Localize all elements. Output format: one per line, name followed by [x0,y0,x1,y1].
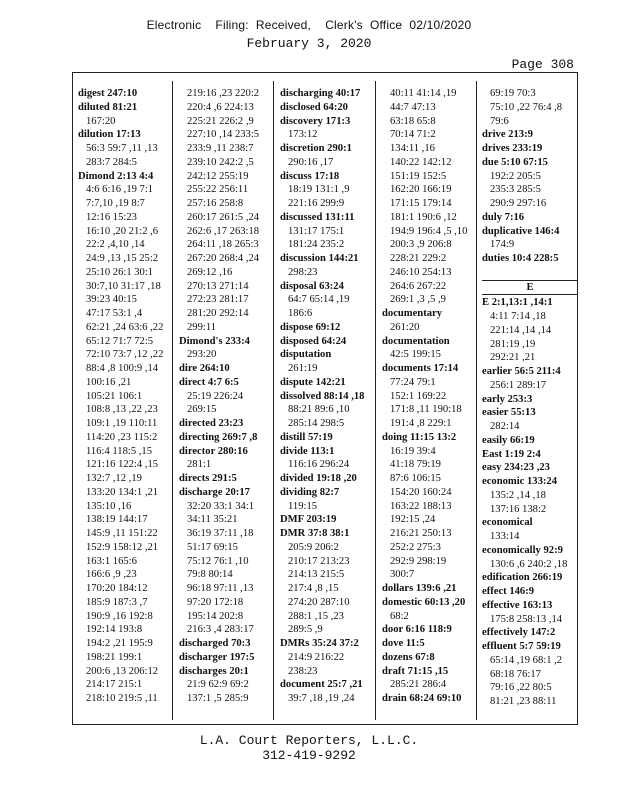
index-citation: 72:10 73:7 ,12 ,22 [86,349,164,361]
index-citation: 274:20 287:10 [288,596,350,608]
index-term: dividing 82:7 [280,486,340,498]
index-citation: 65:12 71:7 72:5 [86,335,154,347]
index-citation: 36:19 37:11 ,18 [187,528,254,539]
index-term: divided 19:18 ,20 [280,473,357,484]
index-citation: 4:6 6:16 ,19 7:1 [86,184,154,196]
index-term: directing 269:7 ,8 [179,431,258,443]
index-citation: 116:4 118:5 ,15 [86,445,153,457]
index-term: divide 113:1 [280,445,335,457]
index-term: discussion 144:21 [280,253,359,264]
index-term: East 1:19 2:4 [482,448,541,460]
index-citation: 262:6 ,17 263:18 [187,225,260,237]
index-term: effective 163:13 [482,599,553,611]
index-citation: 44:7 47:13 [390,101,436,113]
index-term: discussed 131:11 [280,211,355,223]
index-citation: 167:20 [86,115,116,127]
index-citation: 4:11 7:14 ,18 [490,311,546,322]
index-citation: 205:9 206:2 [288,541,339,553]
index-term: earlier 56:5 211:4 [482,366,561,377]
index-term: documentation [382,335,450,347]
index-citation: 105:21 106:1 [86,390,143,402]
index-column-2 [179,87,275,706]
index-citation: 299:11 [187,321,217,333]
index-citation: 235:3 285:5 [490,184,541,196]
index-term: duplicative 146:4 [482,225,560,237]
index-citation: 131:17 175:1 [288,225,345,237]
index-term: discovery 171:3 [280,115,351,127]
index-citation: 300:7 [390,569,415,581]
index-term: discuss 17:18 [280,170,340,182]
index-term: duties 10:4 228:5 [482,253,559,264]
index-term: discharger 197:5 [179,651,255,663]
index-citation: 261:20 [390,321,420,333]
index-citation: 88:21 89:6 ,10 [288,404,350,416]
index-citation: 65:14 ,19 68:1 ,2 [490,654,563,666]
index-citation: 293:20 [187,349,217,361]
index-citation: 221:16 299:9 [288,198,345,209]
index-citation: 109:1 ,19 110:11 [86,418,158,429]
index-citation: 163:22 188:13 [390,500,452,512]
index-citation: 195:14 202:8 [187,610,244,622]
index-citation: 16:10 ,20 21:2 ,6 [86,225,159,237]
index-citation: 88:4 ,8 100:9 ,14 [86,363,159,374]
index-term: door 6:16 118:9 [382,624,452,636]
index-term: diluted 81:21 [78,101,138,113]
index-citation: 30:7,10 31:17 ,18 [86,280,161,292]
index-citation: 261:19 [288,363,318,374]
index-term: document 25:7 ,21 [280,679,363,691]
index-term: Dimond's 233:4 [179,335,250,347]
index-term: doing 11:15 13:2 [382,431,457,443]
index-citation: 154:20 160:24 [390,486,452,498]
index-citation: 256:1 289:17 [490,379,547,391]
index-citation: 170:20 184:12 [86,583,148,594]
index-citation: 227:10 ,14 233:5 [187,129,260,141]
index-term: discharged 70:3 [179,638,251,649]
index-citation: 285:14 298:5 [288,418,345,429]
index-citation: 75:12 76:1 ,10 [187,555,249,567]
index-citation: 77:24 79:1 [390,376,436,388]
index-citation: 152:9 158:12 ,21 [86,541,159,553]
index-citation: 290:9 297:16 [490,198,547,209]
index-term: effluent 5:7 59:19 [482,641,561,652]
index-citation: 7:7,10 ,19 8:7 [86,198,145,209]
index-term: discharges 20:1 [179,665,249,677]
index-citation: 272:23 281:17 [187,294,249,306]
index-term: dove 11:5 [382,638,425,649]
index-citation: 145:9 ,11 151:22 [86,528,158,539]
index-citation: 97:20 172:18 [187,596,244,608]
index-citation: 100:16 ,21 [86,376,132,388]
transcript-date: February 3, 2020 [246,36,372,51]
index-citation: 140:22 142:12 [390,156,452,168]
index-term: directs 291:5 [179,473,237,484]
index-citation: 166:6 ,9 ,23 [86,569,137,581]
index-citation: 22:2 ,4,10 ,14 [86,239,145,251]
index-citation: 217:4 ,8 ,15 [288,583,339,594]
index-term: edification 266:19 [482,572,563,584]
index-term: due 5:10 67:15 [482,156,548,168]
index-citation: 181:24 235:2 [288,239,345,251]
index-citation: 200:6 ,13 206:12 [86,665,159,677]
index-term: director 280:16 [179,445,248,457]
index-citation: 218:10 219:5 ,11 [86,693,158,704]
index-citation: 200:3 ,9 206:8 [390,239,452,251]
index-term: directed 23:23 [179,418,244,429]
index-citation: 41:18 79:19 [390,459,441,471]
index-citation: 64:7 65:14 ,19 [288,294,350,306]
index-citation: 171:15 179:14 [390,198,452,209]
index-citation: 290:16 ,17 [288,156,334,168]
index-citation: 216:21 250:13 [390,528,452,539]
index-citation: 214:9 216:22 [288,651,345,663]
index-term: DMRs 35:24 37:2 [280,638,359,649]
index-citation: 47:17 53:1 ,4 [86,308,143,319]
index-citation: 16:19 39:4 [390,445,436,457]
index-citation: 137:16 138:2 [490,503,547,515]
index-term: dissolved 88:14 ,18 [280,390,365,402]
index-citation: 260:17 261:5 ,24 [187,211,260,223]
index-term: economically 92:9 [482,544,563,556]
index-citation: 281:20 292:14 [187,308,249,319]
index-citation: 62:21 ,24 63:6 ,22 [86,321,164,333]
index-citation: 289:5 ,9 [288,624,323,636]
index-citation: 194:9 196:4 ,5 ,10 [390,225,468,237]
index-citation: 68:18 76:17 [490,668,541,680]
index-term: economic 133:24 [482,476,558,487]
index-citation: 257:16 258:8 [187,198,244,209]
index-citation: 63:18 65:8 [390,115,436,127]
index-citation: 185:9 187:3 ,7 [86,596,148,608]
index-citation: 269:15 [187,404,217,416]
index-citation: 192:14 193:8 [86,624,143,636]
filing-stamp: Electronic Filing: Received, Clerk's Office 02/10/2020 [146,18,472,32]
index-term: dollars 139:6 ,21 [382,583,457,594]
index-citation: 25:10 26:1 30:1 [86,266,154,278]
index-term: distill 57:19 [280,431,333,443]
index-citation: 152:1 169:22 [390,390,447,402]
index-citation: 51:17 69:15 [187,541,238,553]
index-term: drive 213:9 [482,129,533,141]
index-term: disposal 63:24 [280,280,344,292]
index-citation: 42:5 199:15 [390,349,441,361]
index-citation: 134:11 ,16 [390,143,435,154]
index-citation: 192:2 205:5 [490,170,541,182]
index-citation: 269:1 ,3 ,5 ,9 [390,294,446,306]
index-citation: 56:3 59:7 ,11 ,13 [86,143,158,154]
index-citation: 132:7 ,12 ,19 [86,473,142,484]
index-term: economical [482,517,533,529]
index-citation: 242:12 255:19 [187,170,249,182]
index-term: effect 146:9 [482,586,535,597]
index-citation: 191:4 ,8 229:1 [390,418,452,429]
index-citation: 121:16 122:4 ,15 [86,459,159,471]
index-citation: 292:21 ,21 [490,352,536,364]
index-citation: 216:3 ,4 283:17 [187,624,254,636]
index-citation: 173:12 [288,129,318,141]
index-citation: 70:14 71:2 [390,129,436,141]
index-citation: 133:20 134:1 ,21 [86,486,159,498]
letter-section-header: E [482,280,578,296]
index-citation: 298:23 [288,266,318,278]
index-citation: 181:1 190:6 ,12 [390,211,457,223]
index-citation: 96:18 97:11 ,13 [187,583,254,594]
index-term: dispute 142:21 [280,376,346,388]
index-citation: 225:21 226:2 ,9 [187,115,254,127]
index-term: drain 68:24 69:10 [382,693,462,704]
index-term: dispose 69:12 [280,321,341,333]
index-citation: 69:19 70:3 [490,88,536,99]
index-citation: 79:16 ,22 80:5 [490,682,552,694]
index-term: effectively 147:2 [482,627,556,639]
index-citation: 233:9 ,11 238:7 [187,143,254,154]
index-citation: 119:15 [288,500,318,512]
index-term: disposed 64:24 [280,335,347,347]
index-citation: 25:19 226:24 [187,390,244,402]
index-citation: 79:6 [490,115,509,127]
index-term: Dimond 2:13 4:4 [78,170,154,182]
index-citation: 171:8 ,11 190:18 [390,404,462,416]
index-citation: 270:13 271:14 [187,280,249,292]
index-citation: 114:20 ,23 115:2 [86,431,158,443]
index-citation: 292:9 298:19 [390,555,447,567]
index-term: early 253:3 [482,393,533,405]
index-term: domestic 60:13 ,20 [382,596,466,608]
index-term: discharge 20:17 [179,486,250,498]
index-term: documentary [382,308,443,319]
index-citation: 32:20 33:1 34:1 [187,500,255,512]
index-term: digest 247:10 [78,88,138,99]
index-citation: 138:19 144:17 [86,514,148,526]
index-citation: 81:21 ,23 88:11 [490,696,557,707]
index-citation: 282:14 [490,421,520,432]
index-term: documents 17:14 [382,363,459,374]
index-citation [482,266,578,280]
index-citation: 137:1 ,5 285:9 [187,693,249,704]
index-term: discretion 290:1 [280,143,352,154]
index-citation: 214:17 215:1 [86,679,143,691]
index-term: dozens 67:8 [382,651,435,663]
index-citation: 194:2 ,21 195:9 [86,638,153,649]
index-citation: 228:21 229:2 [390,253,447,264]
index-citation: 175:8 258:13 ,14 [490,613,563,625]
index-citation: 40:11 41:14 ,19 [390,88,457,99]
index-citation: 210:17 213:23 [288,555,350,567]
index-term: direct 4:7 6:5 [179,376,239,388]
index-citation: 12:16 15:23 [86,211,137,223]
index-citation: 68:2 [390,610,409,622]
index-citation: 39:23 40:15 [86,294,137,306]
index-citation: 174:9 [490,239,515,251]
index-citation: 116:16 296:24 [288,459,350,471]
index-term: disputation [280,349,332,361]
index-citation: 283:7 284:5 [86,156,137,168]
index-term: DMR 37:8 38:1 [280,528,350,539]
index-citation: 87:6 106:15 [390,473,441,484]
index-term: easy 234:23 ,23 [482,462,550,474]
index-term: drives 233:19 [482,143,543,154]
index-citation: 264:6 267:22 [390,280,447,292]
index-citation: 186:6 [288,308,313,319]
index-citation: 135:10 ,16 [86,500,132,512]
index-term: DMF 203:19 [280,514,337,526]
index-term: draft 71:15 ,15 [382,665,449,677]
index-term: disclosed 64:20 [280,101,348,113]
index-term: easily 66:19 [482,434,535,446]
index-citation: 79:8 80:14 [187,569,233,581]
reporter-phone: 312-419-9292 [262,748,356,763]
index-citation: 267:20 268:4 ,24 [187,253,260,264]
index-citation: 252:2 275:3 [390,541,441,553]
index-term: easier 55:13 [482,407,536,419]
index-citation: 214:13 215:5 [288,569,345,581]
page-number: Page 308 [511,57,574,72]
index-term: duly 7:16 [482,211,525,223]
index-citation: 151:19 152:5 [390,170,447,182]
index-citation: 133:14 [490,531,520,542]
index-citation: 238:23 [288,665,318,677]
index-citation: 246:10 254:13 [390,266,452,278]
index-citation: 198:21 199:1 [86,651,143,663]
index-citation: 239:10 242:2 ,5 [187,156,254,168]
index-column-1 [78,87,174,706]
index-citation: 108:8 ,13 ,22 ,23 [86,404,158,416]
index-citation: 221:14 ,14 ,14 [490,324,552,336]
index-citation: 285:21 286:4 [390,679,447,691]
index-citation: 34:11 35:21 [187,514,238,526]
index-column-4 [382,87,478,706]
index-citation: 24:9 ,13 ,15 25:2 [86,253,159,264]
reporter-name: L.A. Court Reporters, L.L.C. [199,733,419,748]
index-citation: 163:1 165:6 [86,555,137,567]
index-citation: 269:12 ,16 [187,266,233,278]
index-term: dire 264:10 [179,363,230,374]
index-term: discharging 40:17 [280,88,361,99]
index-frame [72,72,578,725]
index-citation: 192:15 ,24 [390,514,436,526]
index-term: dilution 17:13 [78,129,141,141]
index-citation: 264:11 ,18 265:3 [187,239,259,251]
index-citation: 255:22 256:11 [187,184,249,196]
index-citation: 18:19 131:1 ,9 [288,184,350,196]
index-citation: 39:7 ,18 ,19 ,24 [288,693,355,704]
index-citation: 135:2 ,14 ,18 [490,489,546,501]
index-citation: 130:6 ,6 240:2 ,18 [490,558,568,570]
index-citation: 162:20 166:19 [390,184,452,196]
index-citation: 219:16 ,23 220:2 [187,88,260,99]
index-citation: 220:4 ,6 224:13 [187,101,254,113]
index-column-3 [280,87,376,706]
index-term: E 2:1,13:1 ,14:1 [482,297,553,309]
index-citation: 190:9 ,16 192:8 [86,610,153,622]
index-citation: 281:1 [187,459,212,471]
index-citation: 288:1 ,15 ,23 [288,610,344,622]
index-citation: 75:10 ,22 76:4 ,8 [490,101,563,113]
index-column-5 [482,87,578,709]
index-citation: 21:9 62:9 69:2 [187,679,249,691]
index-citation: 281:19 ,19 [490,338,536,350]
